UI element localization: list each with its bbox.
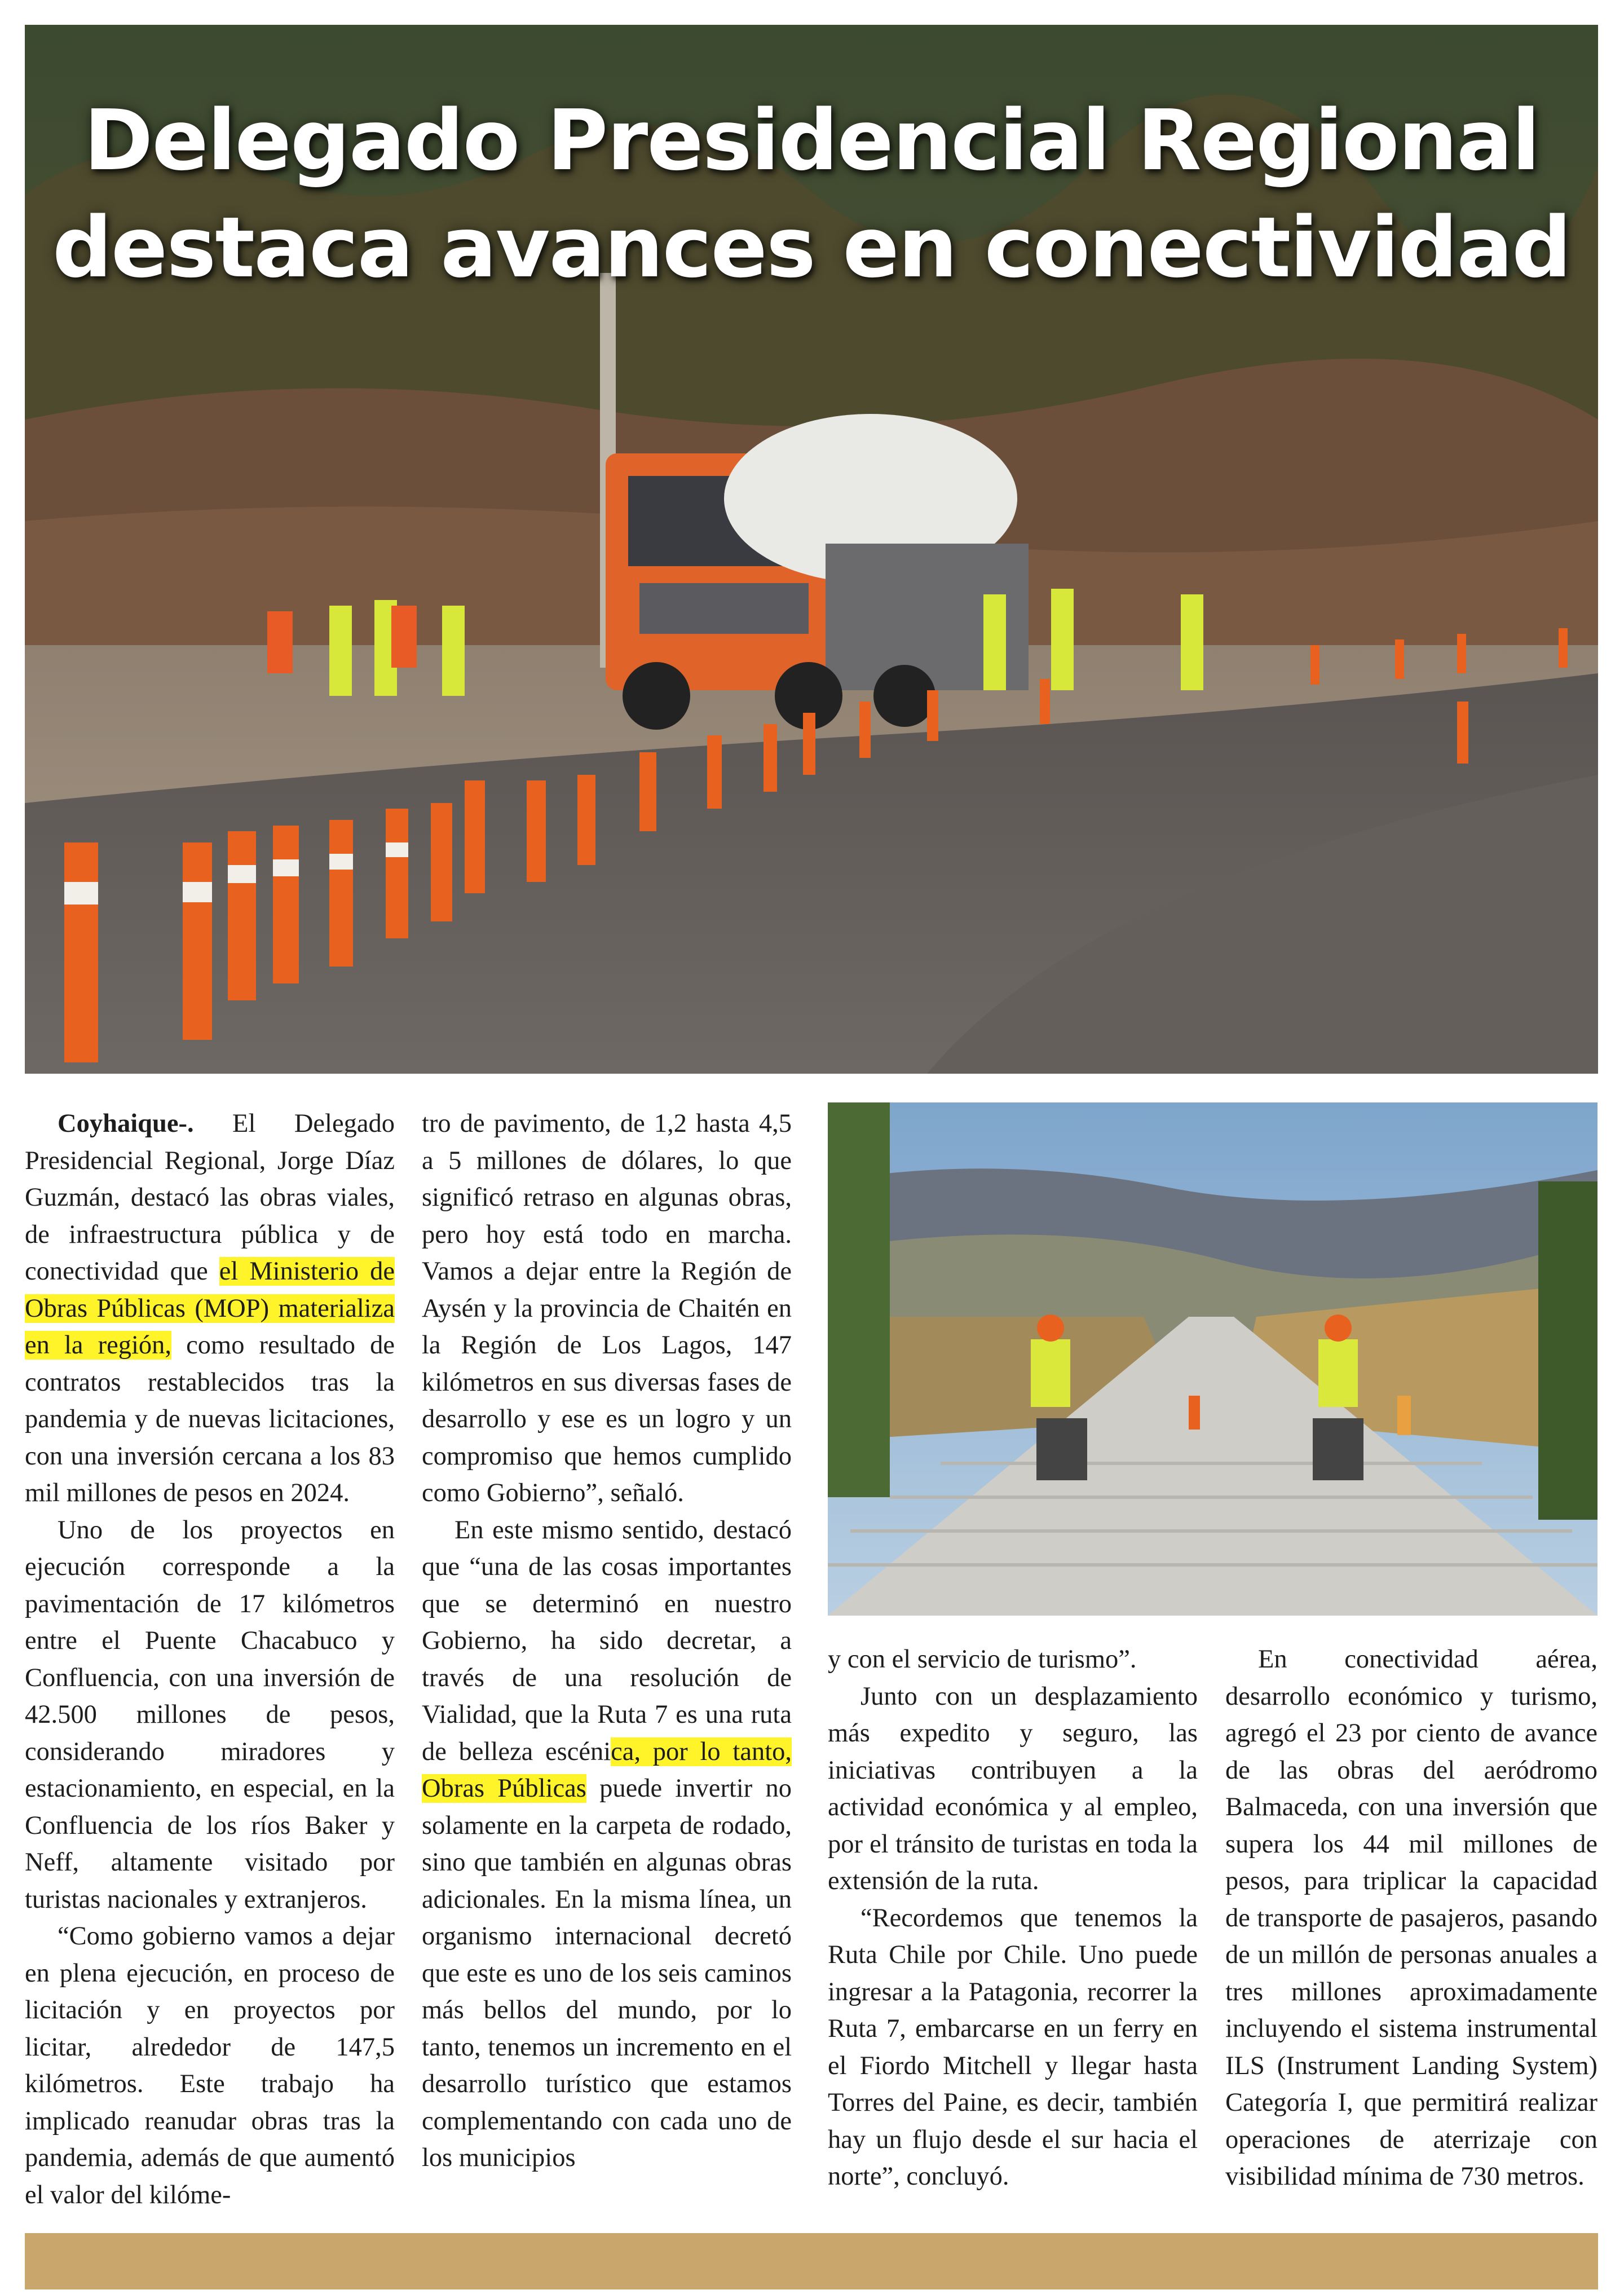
- headline-line-1: Delegado Presidencial Regional: [83, 92, 1539, 189]
- paragraph: Junto con un desplazamiento más expedito y seguro, las iniciativas contribuyen a la actividad económica y al empleo, por el tránsito de turistas en toda la extensión de la ruta.: [828, 1682, 1198, 1895]
- paragraph-text: puede invertir no solamente en la carpeta de rodado, sino que también en algunas obras adicionales. En la misma línea, un organismo internacional decretó que este es uno de los seis caminos más bellos del mundo, por lo tanto, tenemos un incremento en el desarrollo turístico que estamos complementando con cada uno de los municipios: [422, 1774, 792, 2172]
- paragraph-text: En este mismo sentido, destacó que “una de las cosas importantes que se determinó en nuestro Gobierno, ha sido decretar, a través de una resolución de Vialidad, que la Ruta 7 es una ruta de belleza escéni: [422, 1515, 792, 1766]
- hero-photo: [25, 25, 1598, 1074]
- highlighted-text: ca, por lo tanto, Obras Públicas: [422, 1737, 792, 1803]
- headline: [25, 87, 1598, 301]
- paragraph: “Recordemos que tenemos la Ruta Chile por Chile. Uno puede ingresar a la Patagonia, recorrer la Ruta 7, embarcarse en un ferry en el Fiordo Mitchell y llegar hasta Torres del Paine, es decir, también hay un flujo desde el sur hacia el norte”, concluyó.: [828, 1903, 1198, 2191]
- paragraph: “Como gobierno vamos a dejar en plena ejecución, en proceso de licitación y en proyectos por licitar, alrededor de 147,5 kilómetros. Este trabajo ha implicado reanudar obras tras la pandemia, además de que aumentó el valor del kilóme-: [25, 1922, 395, 2209]
- paragraph: En conectividad aérea, desarrollo económico y turismo, agregó el 23 por ciento de avance de las obras del aeródromo Balmaceda, con una inversión que supera los 44 mil millones de pesos, para triplicar la capacidad de transporte de pasajeros, pasando de un millón de personas anuales a tres millones aproximadamente incluyendo el sistema instrumental ILS (Instrument Landing System) Categoría I, que permitirá realizar operaciones de aterrizaje con visibilidad mínima de 730 metros.: [1225, 1645, 1597, 2191]
- article-column-2: [422, 1105, 792, 2177]
- secondary-photo: [828, 1102, 1597, 1616]
- paragraph: [25, 1105, 395, 1512]
- paragraph: [422, 1512, 792, 2177]
- paragraph: Uno de los proyectos en ejecución corresponde a la pavimentación de 17 kilómetros entre el Puente Chacabuco y Confluencia, con una inversión de 42.500 millones de pesos, considerando miradores y estacionamiento, en especial, en la Confluencia de los ríos Baker y Neff, altamente visitado por turistas nacionales y extranjeros.: [25, 1515, 395, 1914]
- article-column-1: [25, 1105, 395, 2213]
- paragraph-text: El Delegado Presidencial Regional, Jorge Díaz Guzmán, destacó las obras viales, de infraestructura pública y de conectividad que: [25, 1109, 395, 1286]
- paragraph: tro de pavimento, de 1,2 hasta 4,5 a 5 millones de dólares, lo que significó retraso en algunas obras, pero hoy está todo en marcha. Vamos a dejar entre la Región de Aysén y la provincia de Chaitén en la Región de Los Lagos, 147 kilómetros en sus diversas fases de desarrollo y ese es un logro y un compromiso que hemos cumplido como Gobierno”, señaló.: [422, 1109, 792, 1507]
- dateline: Coyhaique-.: [58, 1109, 194, 1138]
- highlighted-text: el Ministerio de Obras Públicas (MOP) materializa en la región,: [25, 1257, 395, 1360]
- paragraph-text: como resultado de contratos restablecidos tras la pandemia y de nuevas licitaciones, con una inversión cercana a los 83 mil millones de pesos en 2024.: [25, 1331, 395, 1507]
- footer-bar: [25, 2233, 1598, 2289]
- headline-line-2: destaca avances en conectividad: [52, 199, 1571, 296]
- article-column-3: [828, 1641, 1198, 2195]
- article-column-4: [1225, 1641, 1597, 2195]
- paragraph: y con el servicio de turismo”.: [828, 1645, 1137, 1674]
- road-paving-workers-photo-icon: [828, 1102, 1597, 1616]
